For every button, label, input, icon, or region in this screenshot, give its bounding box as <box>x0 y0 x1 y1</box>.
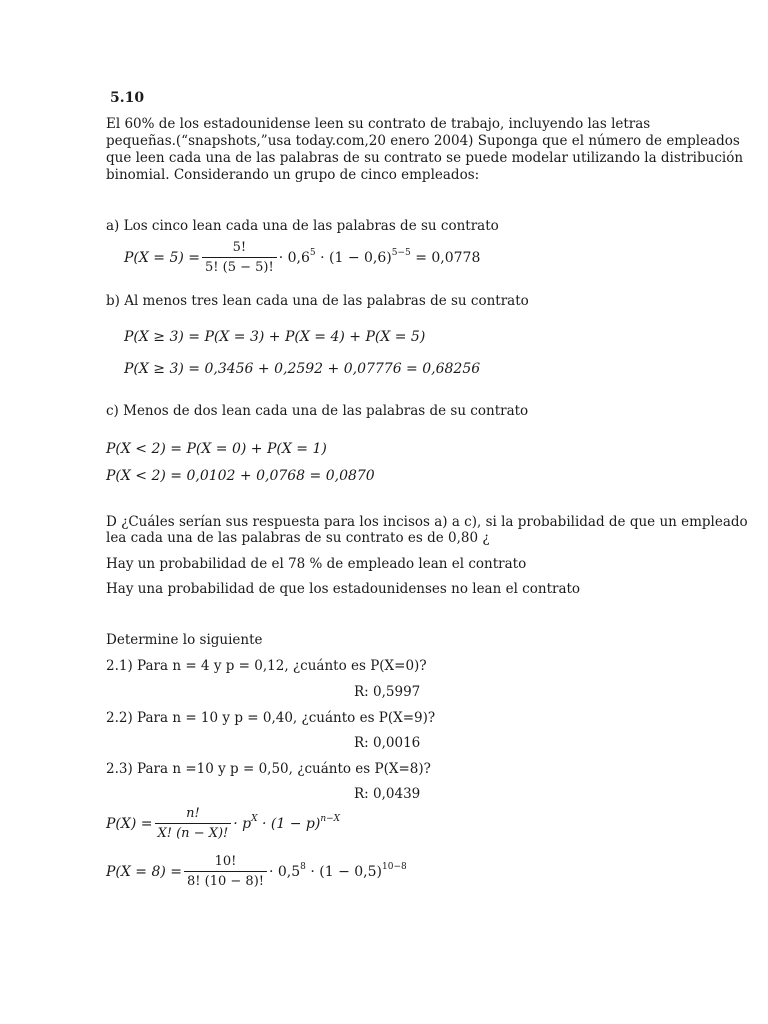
part-a-numerator: 5! <box>202 240 277 258</box>
question-2-1: 2.1) Para n = 4 y p = 0,12, ¿cuánto es P(X=0)? <box>106 658 427 674</box>
part-b-question: b) Al menos tres lean cada una de las palabras de su contrato <box>106 293 529 309</box>
section-number: 5.10 <box>110 90 145 106</box>
part-a-term2: · $(1 - 0,6)^{5-5}$ <box>320 247 411 266</box>
intro-line-3: que leen cada una de las palabras de su contrato se puede modelar utilizando la distribución <box>106 150 744 166</box>
part-a-question: a) Los cinco lean cada una de las palabras de su contrato <box>106 218 499 234</box>
example-formula-denominator: 8! (10 − 8)! <box>187 874 264 889</box>
intro-line-4: binomial. Considerando un grupo de cinco empleados: <box>106 167 480 183</box>
part-a-term1: · $0,6^5$ <box>278 247 316 266</box>
general-formula-term1: · $p^X$ <box>233 813 258 832</box>
part-d-question-line-1: D ¿Cuáles serían sus respuesta para los incisos a) a c), si la probabilidad de que un empleado <box>106 514 748 530</box>
part-c-equation-2: P(X < 2) = 0,0102 + 0,0768 = 0,0870 <box>106 468 375 484</box>
intro-line-1: El 60% de los estadounidense leen su contrato de trabajo, incluyendo las letras <box>106 116 651 132</box>
answer-2-2: R: 0,0016 <box>354 735 421 751</box>
example-formula-term1: · $0,5^8$ <box>269 861 306 880</box>
part-c-question: c) Menos de dos lean cada una de las palabras de su contrato <box>106 403 529 419</box>
part-d-question-line-2: lea cada una de las palabras de su contrato es de 0,80 ¿ <box>106 530 490 546</box>
intro-line-2: pequeñas.(“snapshots,”usa today.com,20 enero 2004) Suponga que el número de empleados <box>106 133 740 149</box>
question-2-2: 2.2) Para n = 10 y p = 0,40, ¿cuánto es P(X=9)? <box>106 710 436 726</box>
general-formula-numerator: n! <box>155 806 232 824</box>
example-formula-numerator: 10! <box>184 854 267 872</box>
answer-2-3: R: 0,0439 <box>354 786 421 802</box>
part-b-equation-2: P(X ≥ 3) = 0,3456 + 0,2592 + 0,07776 = 0,68256 <box>124 361 481 377</box>
part-a-equation <box>124 240 480 275</box>
example-formula-fraction <box>184 854 267 889</box>
part-a-denominator: 5! (5 − 5)! <box>205 260 274 275</box>
part-d-answer-1: Hay un probabilidad de el 78 % de empleado lean el contrato <box>106 556 527 572</box>
general-formula-lhs: P(X) = <box>106 815 153 832</box>
part-b-equation-1: P(X ≥ 3) = P(X = 3) + P(X = 4) + P(X = 5) <box>124 329 426 345</box>
part-c-equation-1: P(X < 2) = P(X = 0) + P(X = 1) <box>106 441 327 457</box>
question-2-3: 2.3) Para n =10 y p = 0,50, ¿cuánto es P(X=8)? <box>106 761 431 777</box>
part-d-answer-2: Hay una probabilidad de que los estadounidenses no lean el contrato <box>106 581 581 597</box>
general-formula-fraction <box>155 806 232 841</box>
general-formula <box>106 806 340 841</box>
part-a-fraction <box>202 240 277 275</box>
part-a-lhs: P(X = 5) = <box>124 249 201 266</box>
determine-title: Determine lo siguiente <box>106 632 263 648</box>
general-formula-denominator: X! (n − X)! <box>157 826 229 841</box>
answer-2-1: R: 0,5997 <box>354 684 421 700</box>
example-formula <box>106 854 407 889</box>
general-formula-term2: · $(1 - p)^{n-X}$ <box>262 813 341 832</box>
example-formula-lhs: P(X = 8) = <box>106 863 183 880</box>
part-a-result: = 0,0778 <box>415 249 481 266</box>
example-formula-term2: · $(1 - 0,5)^{10-8}$ <box>310 861 407 880</box>
